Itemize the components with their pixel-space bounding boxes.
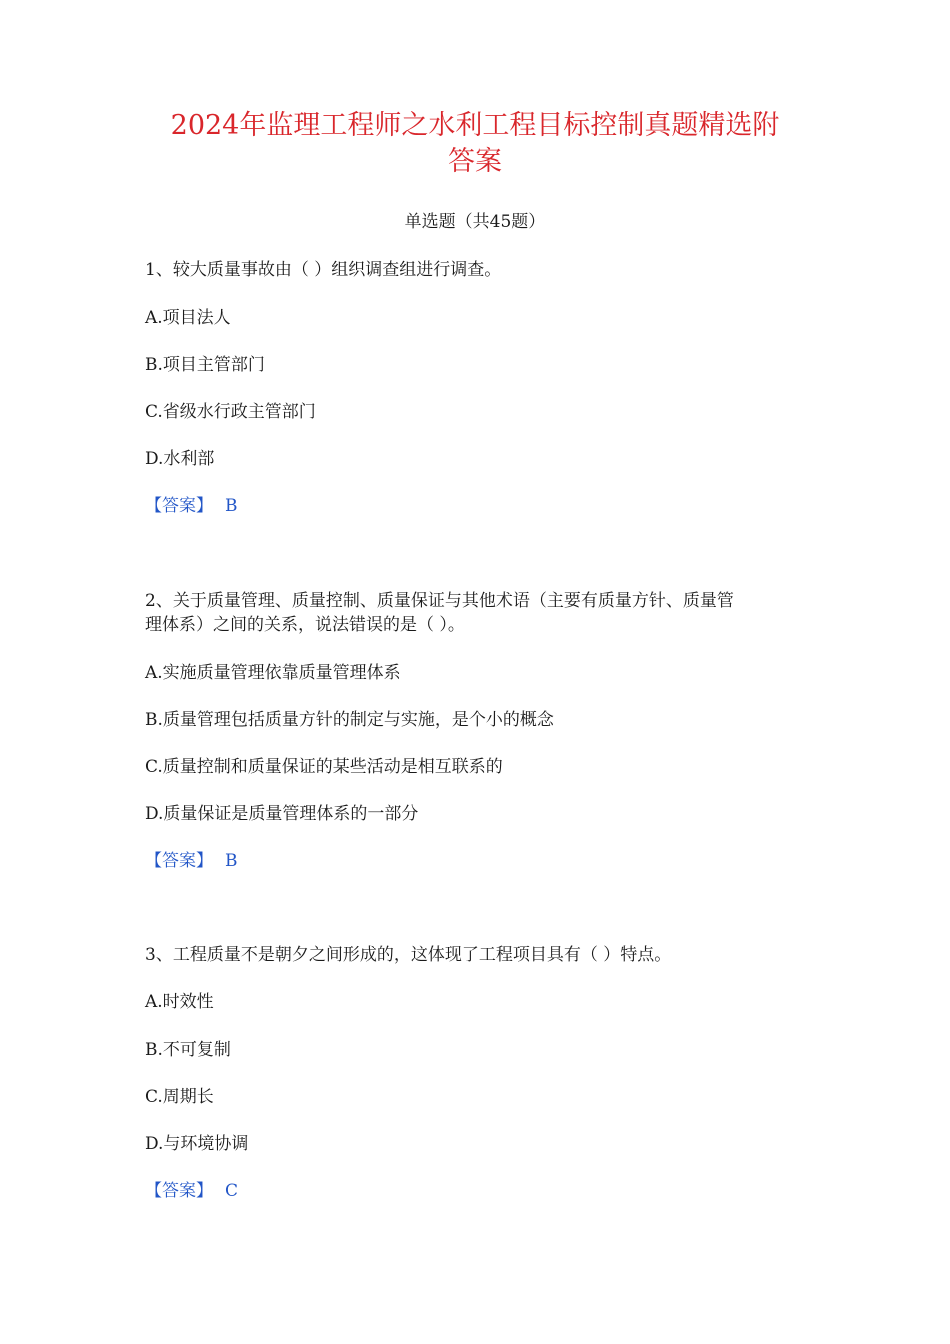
- question-2-option-b: B.质量管理包括质量方针的制定与实施，是个小的概念: [145, 710, 554, 730]
- answer-label: 【答案】: [145, 851, 213, 871]
- question-2-answer: [145, 849, 825, 873]
- question-2-stem-line-1: 2、关于质量管理、质量控制、质量保证与其他术语（主要有质量方针、质量管: [145, 591, 734, 611]
- question-1-option-d: D.水利部: [145, 449, 215, 469]
- question-3-stem: 3、工程质量不是朝夕之间形成的，这体现了工程项目具有（ ）特点。: [145, 945, 672, 965]
- answer-value: C: [225, 1181, 239, 1201]
- question-3-option-b: B.不可复制: [145, 1040, 231, 1060]
- question-1-option-a: A.项目法人: [145, 308, 231, 328]
- question-3-option-c: C.周期长: [145, 1087, 214, 1107]
- answer-value: B: [225, 496, 238, 516]
- question-2-option-d: D.质量保证是质量管理体系的一部分: [145, 804, 419, 824]
- question-2-stem-line-2: 理体系）之间的关系，说法错误的是（ ）。: [145, 615, 465, 635]
- document-title-line-2: 答案: [448, 146, 502, 177]
- question-3-option-d: D.与环境协调: [145, 1134, 249, 1154]
- answer-value: B: [225, 851, 238, 871]
- question-3-answer: [145, 1179, 825, 1203]
- question-2-option-a: A.实施质量管理依靠质量管理体系: [145, 663, 401, 683]
- question-3-option-a: A.时效性: [145, 992, 214, 1012]
- answer-label: 【答案】: [145, 1181, 213, 1201]
- answer-label: 【答案】: [145, 496, 213, 516]
- question-1-stem: 1、较大质量事故由（ ）组织调查组进行调查。: [145, 260, 502, 280]
- document-title-line-1: 2024年监理工程师之水利工程目标控制真题精选附: [170, 110, 780, 141]
- question-1-option-b: B.项目主管部门: [145, 355, 265, 375]
- question-1-answer: [145, 494, 825, 518]
- question-1-option-c: C.省级水行政主管部门: [145, 402, 316, 422]
- question-2-option-c: C.质量控制和质量保证的某些活动是相互联系的: [145, 757, 503, 777]
- section-heading: 单选题（共45题）: [404, 212, 546, 232]
